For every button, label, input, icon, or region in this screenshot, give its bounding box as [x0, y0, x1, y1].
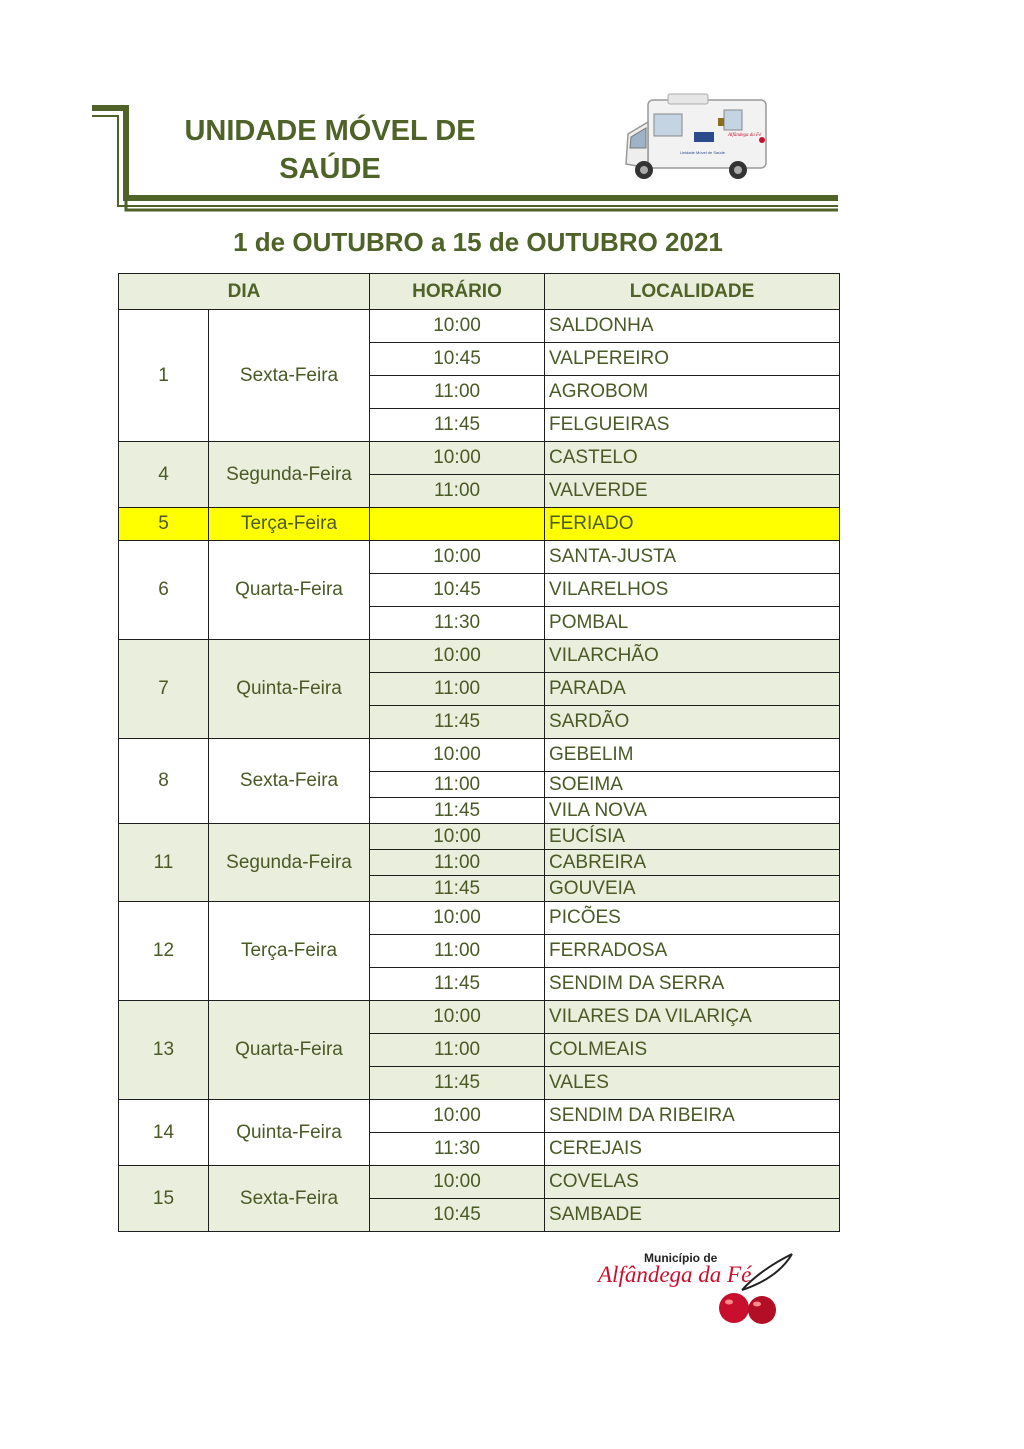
- day-number: 6: [119, 541, 209, 640]
- time-cell: 11:00: [370, 772, 545, 798]
- weekday: Sexta-Feira: [209, 739, 370, 824]
- time-cell: 11:45: [370, 1067, 545, 1100]
- municipality-logo: [592, 1250, 802, 1326]
- time-cell: 10:45: [370, 574, 545, 607]
- weekday: Terça-Feira: [209, 508, 370, 541]
- time-cell: 10:00: [370, 640, 545, 673]
- day-number: 5: [119, 508, 209, 541]
- time-cell: 11:00: [370, 1034, 545, 1067]
- cherry-icon: [748, 1296, 776, 1324]
- title-line-2: SAÚDE: [279, 153, 381, 185]
- location-cell: VILARELHOS: [545, 574, 840, 607]
- time-cell: 11:30: [370, 1133, 545, 1166]
- table-row: [119, 640, 840, 673]
- location-cell: CEREJAIS: [545, 1133, 840, 1166]
- location-cell: VILARES DA VILARIÇA: [545, 1001, 840, 1034]
- column-header-localidade: LOCALIDADE: [545, 274, 840, 310]
- time-cell: 10:00: [370, 824, 545, 850]
- column-header-horario: HORÁRIO: [370, 274, 545, 310]
- date-range-heading: 1 de OUTUBRO a 15 de OUTUBRO 2021: [233, 227, 723, 257]
- page-title: [160, 112, 500, 188]
- location-cell: FELGUEIRAS: [545, 409, 840, 442]
- location-cell: EUCÍSIA: [545, 824, 840, 850]
- location-cell: VALPEREIRO: [545, 343, 840, 376]
- day-number: 14: [119, 1100, 209, 1166]
- time-cell: 11:00: [370, 935, 545, 968]
- weekday: Quarta-Feira: [209, 541, 370, 640]
- location-cell: SALDONHA: [545, 310, 840, 343]
- location-cell: SENDIM DA RIBEIRA: [545, 1100, 840, 1133]
- weekday: Quinta-Feira: [209, 640, 370, 739]
- time-cell: 10:45: [370, 1199, 545, 1232]
- time-cell: 10:00: [370, 310, 545, 343]
- weekday: Sexta-Feira: [209, 1166, 370, 1232]
- day-number: 8: [119, 739, 209, 824]
- weekday: Sexta-Feira: [209, 310, 370, 442]
- table-row: [119, 442, 840, 475]
- table-row: [119, 739, 840, 772]
- time-cell: 11:45: [370, 968, 545, 1001]
- day-number: 11: [119, 824, 209, 902]
- table-row: [119, 310, 840, 343]
- day-number: 12: [119, 902, 209, 1001]
- location-cell: VILARCHÃO: [545, 640, 840, 673]
- weekday: Quarta-Feira: [209, 1001, 370, 1100]
- location-cell: VALES: [545, 1067, 840, 1100]
- location-cell: SARDÃO: [545, 706, 840, 739]
- location-cell: SANTA-JUSTA: [545, 541, 840, 574]
- table-row: [119, 824, 840, 850]
- weekday: Terça-Feira: [209, 902, 370, 1001]
- logo-line-1: Município de: [644, 1251, 718, 1265]
- day-number: 15: [119, 1166, 209, 1232]
- location-cell: SAMBADE: [545, 1199, 840, 1232]
- day-number: 7: [119, 640, 209, 739]
- location-cell: GOUVEIA: [545, 876, 840, 902]
- time-cell: 11:00: [370, 376, 545, 409]
- time-cell: 11:45: [370, 706, 545, 739]
- ambulance-brand-text: Alfândega da Fé: [728, 133, 762, 138]
- time-cell: 10:00: [370, 541, 545, 574]
- table-row: [119, 1100, 840, 1133]
- day-number: 1: [119, 310, 209, 442]
- day-number: 4: [119, 442, 209, 508]
- time-cell: 11:00: [370, 475, 545, 508]
- table-header-row: [119, 274, 840, 310]
- table-row: [119, 1166, 840, 1199]
- time-cell: 11:30: [370, 607, 545, 640]
- time-cell: 11:45: [370, 876, 545, 902]
- location-cell: PARADA: [545, 673, 840, 706]
- location-cell: SENDIM DA SERRA: [545, 968, 840, 1001]
- location-cell: PICÕES: [545, 902, 840, 935]
- time-cell: 11:45: [370, 409, 545, 442]
- table-row: [119, 541, 840, 574]
- time-cell: 10:00: [370, 739, 545, 772]
- location-cell: FERRADOSA: [545, 935, 840, 968]
- location-cell: COLMEAIS: [545, 1034, 840, 1067]
- weekday: Segunda-Feira: [209, 824, 370, 902]
- location-cell: AGROBOM: [545, 376, 840, 409]
- time-cell: 10:00: [370, 1166, 545, 1199]
- location-cell: POMBAL: [545, 607, 840, 640]
- location-cell: SOEIMA: [545, 772, 840, 798]
- time-cell: 11:45: [370, 798, 545, 824]
- time-cell: 10:00: [370, 1100, 545, 1133]
- ambulance-image: [620, 92, 770, 184]
- time-cell: 11:00: [370, 673, 545, 706]
- location-cell: COVELAS: [545, 1166, 840, 1199]
- location-cell: VALVERDE: [545, 475, 840, 508]
- column-header-dia: DIA: [119, 274, 370, 310]
- time-cell: 10:45: [370, 343, 545, 376]
- time-cell: 10:00: [370, 902, 545, 935]
- location-cell: GEBELIM: [545, 739, 840, 772]
- schedule-table: [118, 273, 840, 1232]
- title-line-1: UNIDADE MÓVEL DE: [184, 115, 476, 147]
- time-cell: [370, 508, 545, 541]
- day-number: 13: [119, 1001, 209, 1100]
- weekday: Quinta-Feira: [209, 1100, 370, 1166]
- table-row: [119, 1001, 840, 1034]
- location-cell: CABREIRA: [545, 850, 840, 876]
- ambulance-side-text: Unidade Móvel de Saúde: [680, 150, 725, 155]
- time-cell: 10:00: [370, 1001, 545, 1034]
- weekday: Segunda-Feira: [209, 442, 370, 508]
- location-cell: VILA NOVA: [545, 798, 840, 824]
- table-row: [119, 902, 840, 935]
- time-cell: 11:00: [370, 850, 545, 876]
- cherry-icon: [719, 1293, 749, 1323]
- table-row: [119, 508, 840, 541]
- logo-line-2: Alfândega da Fé: [598, 1262, 752, 1287]
- time-cell: 10:00: [370, 442, 545, 475]
- location-cell: CASTELO: [545, 442, 840, 475]
- location-cell: FERIADO: [545, 508, 840, 541]
